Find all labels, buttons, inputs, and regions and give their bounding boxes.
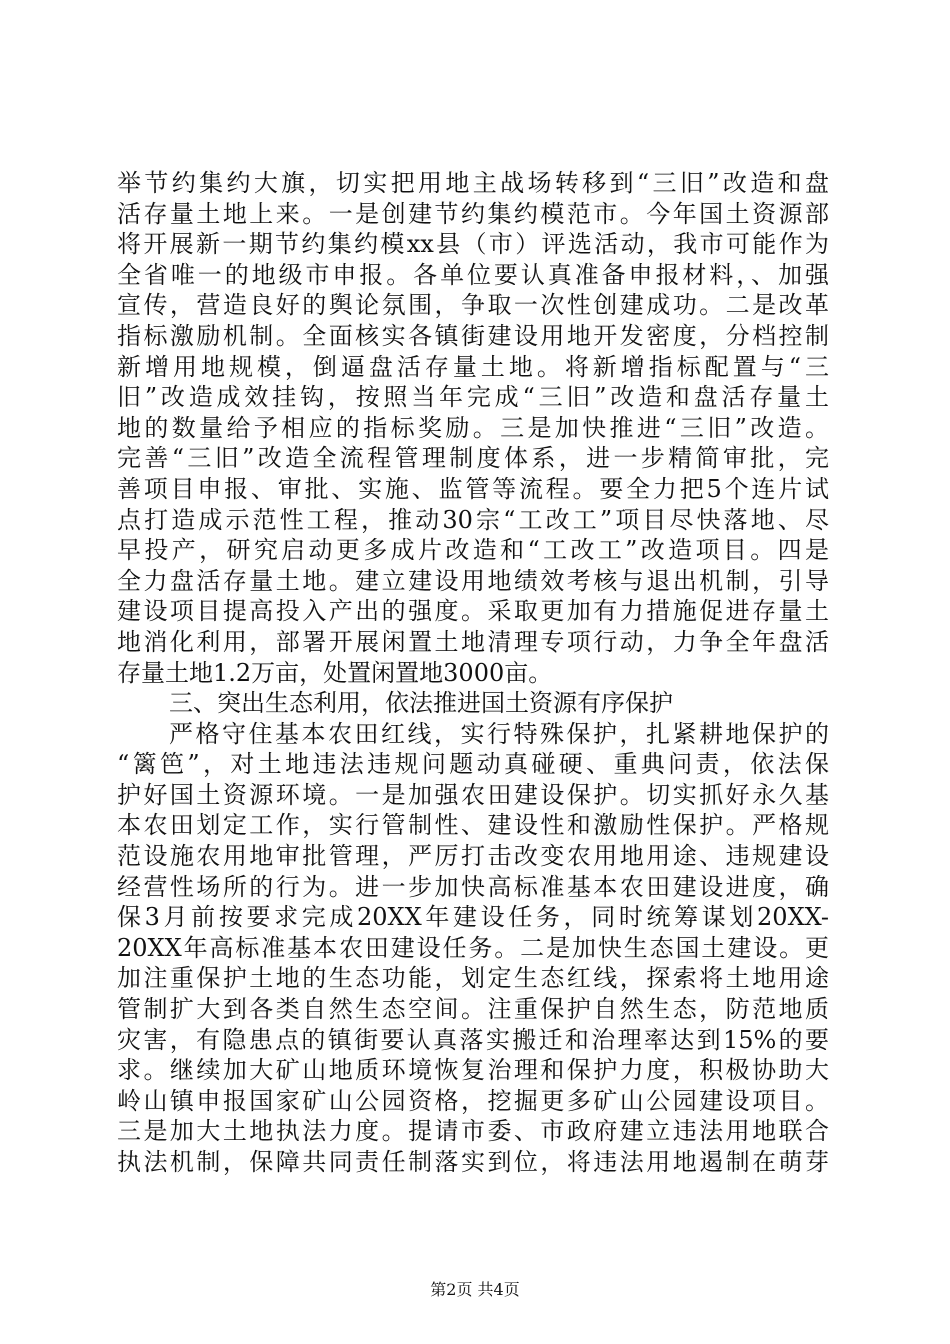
text-line: 护好国土资源环境。一是加强农田建设保护。切实抓好永久基 [117, 780, 829, 809]
text-line: 执法机制，保障共同责任制落实到位，将违法用地遏制在萌芽 [117, 1148, 829, 1176]
text-line: 将开展新一期节约集约模xx县（市）评选活动，我市可能作为 [117, 230, 829, 259]
text-line: 举节约集约大旗，切实把用地主战场转移到“三旧”改造和盘 [117, 169, 829, 197]
text-line: 地的数量给予相应的指标奖励。三是加快推进“三旧”改造。 [117, 413, 829, 442]
text-line: 本农田划定工作，实行管制性、建设性和激励性保护。严格规 [117, 811, 829, 840]
text-line: 宣传，营造良好的舆论氛围，争取一次性创建成功。二是改革 [117, 291, 829, 320]
text-line: 地消化利用，部署开展闲置土地清理专项行动，力争全年盘活 [117, 627, 829, 656]
text-line: 善项目申报、审批、实施、监管等流程。要全力把5个连片试 [117, 474, 829, 503]
paragraph-end-line: 存量土地1.2万亩，处置闲置地3000亩。 [117, 658, 553, 687]
text-line: 完善“三旧”改造全流程管理制度体系，进一步精简审批，完 [117, 444, 829, 473]
text-line: 三是加大土地执法力度。提请市委、市政府建立违法用地联合 [117, 1117, 829, 1146]
section-heading: 三、突出生态利用，依法推进国土资源有序保护 [169, 689, 673, 718]
text-line: 新增用地规模，倒逼盘活存量土地。将新增指标配置与“三 [117, 352, 829, 381]
text-line: 全力盘活存量土地。建立建设用地绩效考核与退出机制，引导 [117, 566, 829, 595]
text-line: 旧”改造成效挂钩，按照当年完成“三旧”改造和盘活存量土 [117, 383, 829, 412]
text-line: 岭山镇申报国家矿山公园资格，挖掘更多矿山公园建设项目。 [117, 1086, 829, 1115]
text-line: 求。继续加大矿山地质环境恢复治理和保护力度，积极协助大 [117, 1056, 829, 1085]
text-line: 保3月前按要求完成20XX年建设任务，同时统筹谋划20XX- [117, 903, 829, 932]
text-line: 全省唯一的地级市申报。各单位要认真准备申报材料，、加强 [117, 260, 829, 289]
text-line: 点打造成示范性工程，推动30宗“工改工”项目尽快落地、尽 [117, 505, 829, 534]
text-line: 20XX年高标准基本农田建设任务。二是加快生态国土建设。更 [117, 933, 829, 962]
text-line: 建设项目提高投入产出的强度。采取更加有力措施促进存量土 [117, 597, 829, 626]
text-line: 早投产，研究启动更多成片改造和“工改工”改造项目。四是 [117, 536, 829, 565]
text-line: 范设施农用地审批管理，严厉打击改变农用地用途、违规建设 [117, 842, 829, 871]
text-line: 经营性场所的行为。进一步加快高标准基本农田建设进度，确 [117, 872, 829, 901]
text-line: 管制扩大到各类自然生态空间。注重保护自然生态，防范地质 [117, 995, 829, 1024]
text-line: 灾害，有隐患点的镇街要认真落实搬迁和治理率达到15%的要 [117, 1025, 829, 1054]
text-line: 活存量土地上来。一是创建节约集约模范市。今年国土资源部 [117, 199, 829, 228]
document-body [117, 168, 829, 1178]
text-line: “篱笆”，对土地违法违规问题动真碰硬、重典问责，依法保 [117, 750, 829, 779]
text-line: 指标激励机制。全面核实各镇街建设用地开发密度，分档控制 [117, 321, 829, 350]
text-line: 加注重保护土地的生态功能，划定生态红线，探索将土地用途 [117, 964, 829, 993]
paragraph-first-line: 严格守住基本农田红线，实行特殊保护，扎紧耕地保护的 [169, 719, 829, 748]
page-number-footer: 第2页 共4页 [430, 1280, 520, 1299]
